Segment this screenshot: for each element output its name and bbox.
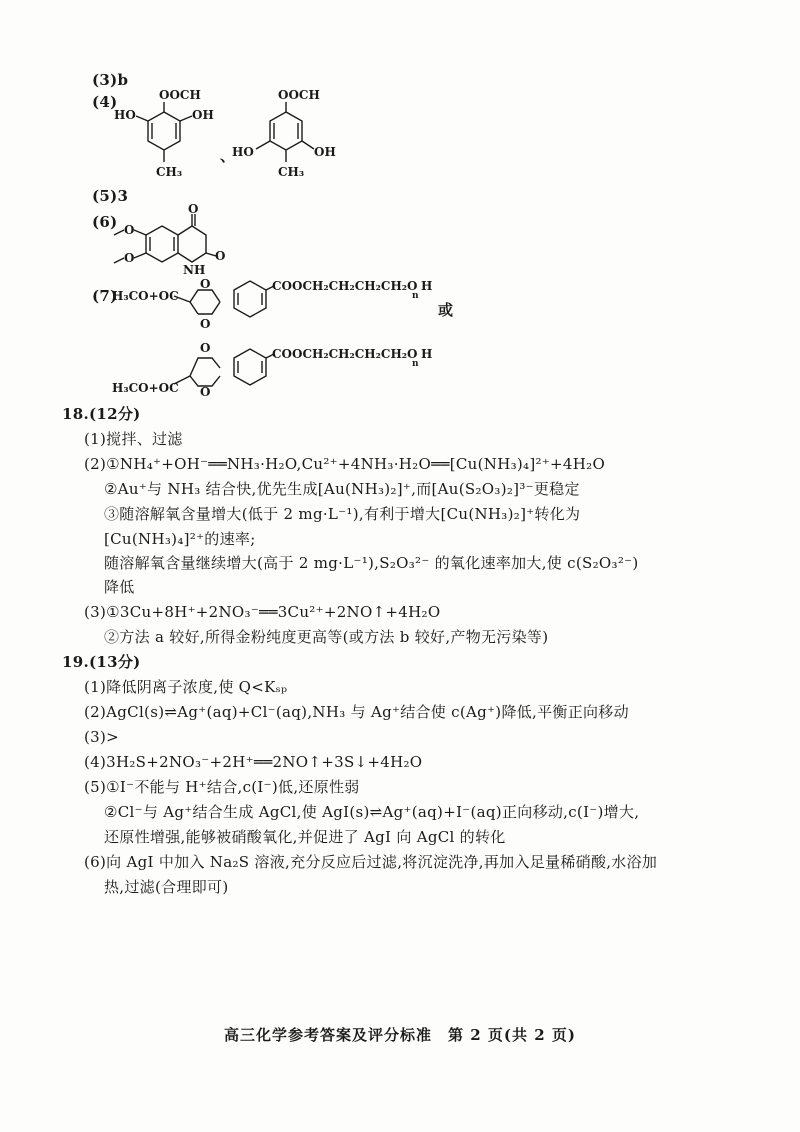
struct4b-right: OH [314,145,336,159]
q18-line4: ③随溶解氧含量增大(低于 2 mg·L⁻¹),有利于增大[Cu(NH₃)₂]⁺转化为 [104,505,581,523]
struct4a-top: OOCH [159,88,201,102]
q18-line7: 降低 [104,578,135,596]
q18-line6: 随溶解氧含量继续增大(高于 2 mg·L⁻¹),S₂O₃²⁻ 的氧化速率加大,使 c(S₂O₃²⁻) [104,554,639,572]
struct7b-o-1: O [200,341,211,355]
struct4b-left: HO [232,145,254,159]
q19-line3: (3)> [84,728,120,746]
struct7b-o-2: O [200,385,211,399]
q19-line9: 热,过滤(合理即可) [104,878,229,896]
q19-line4: (4)3H₂S+2NO₃⁻+2H⁺══2NO↑+3S↓+4H₂O [84,753,423,771]
struct7a-o-2: O [200,317,211,331]
struct4b-bottom: CH₃ [278,165,305,179]
q17-part4-label: (4) [92,93,118,111]
q19-line7: 还原性增强,能够被硝酸氧化,并促进了 AgI 向 AgCl 的转化 [104,828,506,846]
struct4a-bottom: CH₃ [156,165,183,179]
struct4b-top: OOCH [278,88,320,102]
struct6-o-2: O [124,251,135,265]
struct4a-left: HO [114,108,136,122]
struct7a-o-1: O [200,277,211,291]
q19-header: 19.(13分) [62,653,141,671]
q18-line8: (3)①3Cu+8H⁺+2NO₃⁻══3Cu²⁺+2NO↑+4H₂O [84,603,441,621]
struct7a-n: n [412,291,419,301]
q19-line5: (5)①I⁻不能与 H⁺结合,c(I⁻)低,还原性弱 [84,778,360,796]
q19-line6: ②Cl⁻与 Ag⁺结合生成 AgCl,使 AgI(s)⇌Ag⁺(aq)+I⁻(aq)正向移动,c(I⁻)增大, [104,803,640,821]
q18-line3: ②Au⁺与 NH₃ 结合快,优先生成[Au(NH₃)₂]⁺,而[Au(S₂O₃)₂]³⁻更稳定 [104,480,580,498]
struct7a-right: COOCH₂CH₂CH₂CH₂O [272,279,418,293]
struct7b-end: H [421,347,433,361]
structure-7b [112,336,452,408]
struct6-o-1: O [124,223,135,237]
q17-part4-separator: 、 [220,147,236,165]
q18-line2: (2)①NH₄⁺+OH⁻══NH₃·H₂O,Cu²⁺+4NH₃·H₂O══[Cu(NH₃)₄]²⁺+4H₂O [84,455,606,473]
structure-7a [112,272,452,336]
q17-part7-label: (7) [92,287,118,305]
struct7b-right: COOCH₂CH₂CH₂CH₂O [272,347,418,361]
struct7a-left: H₃CO+OC [112,289,179,303]
q18-line5: [Cu(NH₃)₄]²⁺的速率; [104,530,256,548]
struct4a-right: OH [192,108,214,122]
structure-4a [110,84,240,184]
q19-line1: (1)降低阴离子浓度,使 Q<Kₛₚ [84,678,288,696]
struct7a-end: H [421,279,433,293]
q19-line2: (2)AgCl(s)⇌Ag⁺(aq)+Cl⁻(aq),NH₃ 与 Ag⁺结合使 c(Ag⁺)降低,平衡正向移动 [84,703,629,721]
q17-part6-label: (6) [92,213,118,231]
struct7b-left: H₃CO+OC [112,381,179,395]
or-word: 或 [438,301,454,319]
struct7b-n: n [412,359,419,369]
q19-line8: (6)向 AgI 中加入 Na₂S 溶液,充分反应后过滤,将沉淀洗净,再加入足量稀硝酸,水浴加 [84,853,658,871]
q17-part3: (3)b [92,71,129,89]
q18-line1: (1)搅拌、过滤 [84,430,183,448]
struct6-o-top: O [188,202,199,216]
page-footer: 高三化学参考答案及评分标准 第 2 页(共 2 页) [224,1026,576,1044]
q18-line9: ②方法 a 较好,所得金粉纯度更高等(或方法 b 较好,产物无污染等) [104,628,549,646]
q18-header: 18.(12分) [62,405,141,423]
struct6-o-right: O [215,249,226,263]
struct6-nh: NH [183,263,206,277]
q17-part5: (5)3 [92,187,129,205]
structure-4b [232,84,362,184]
